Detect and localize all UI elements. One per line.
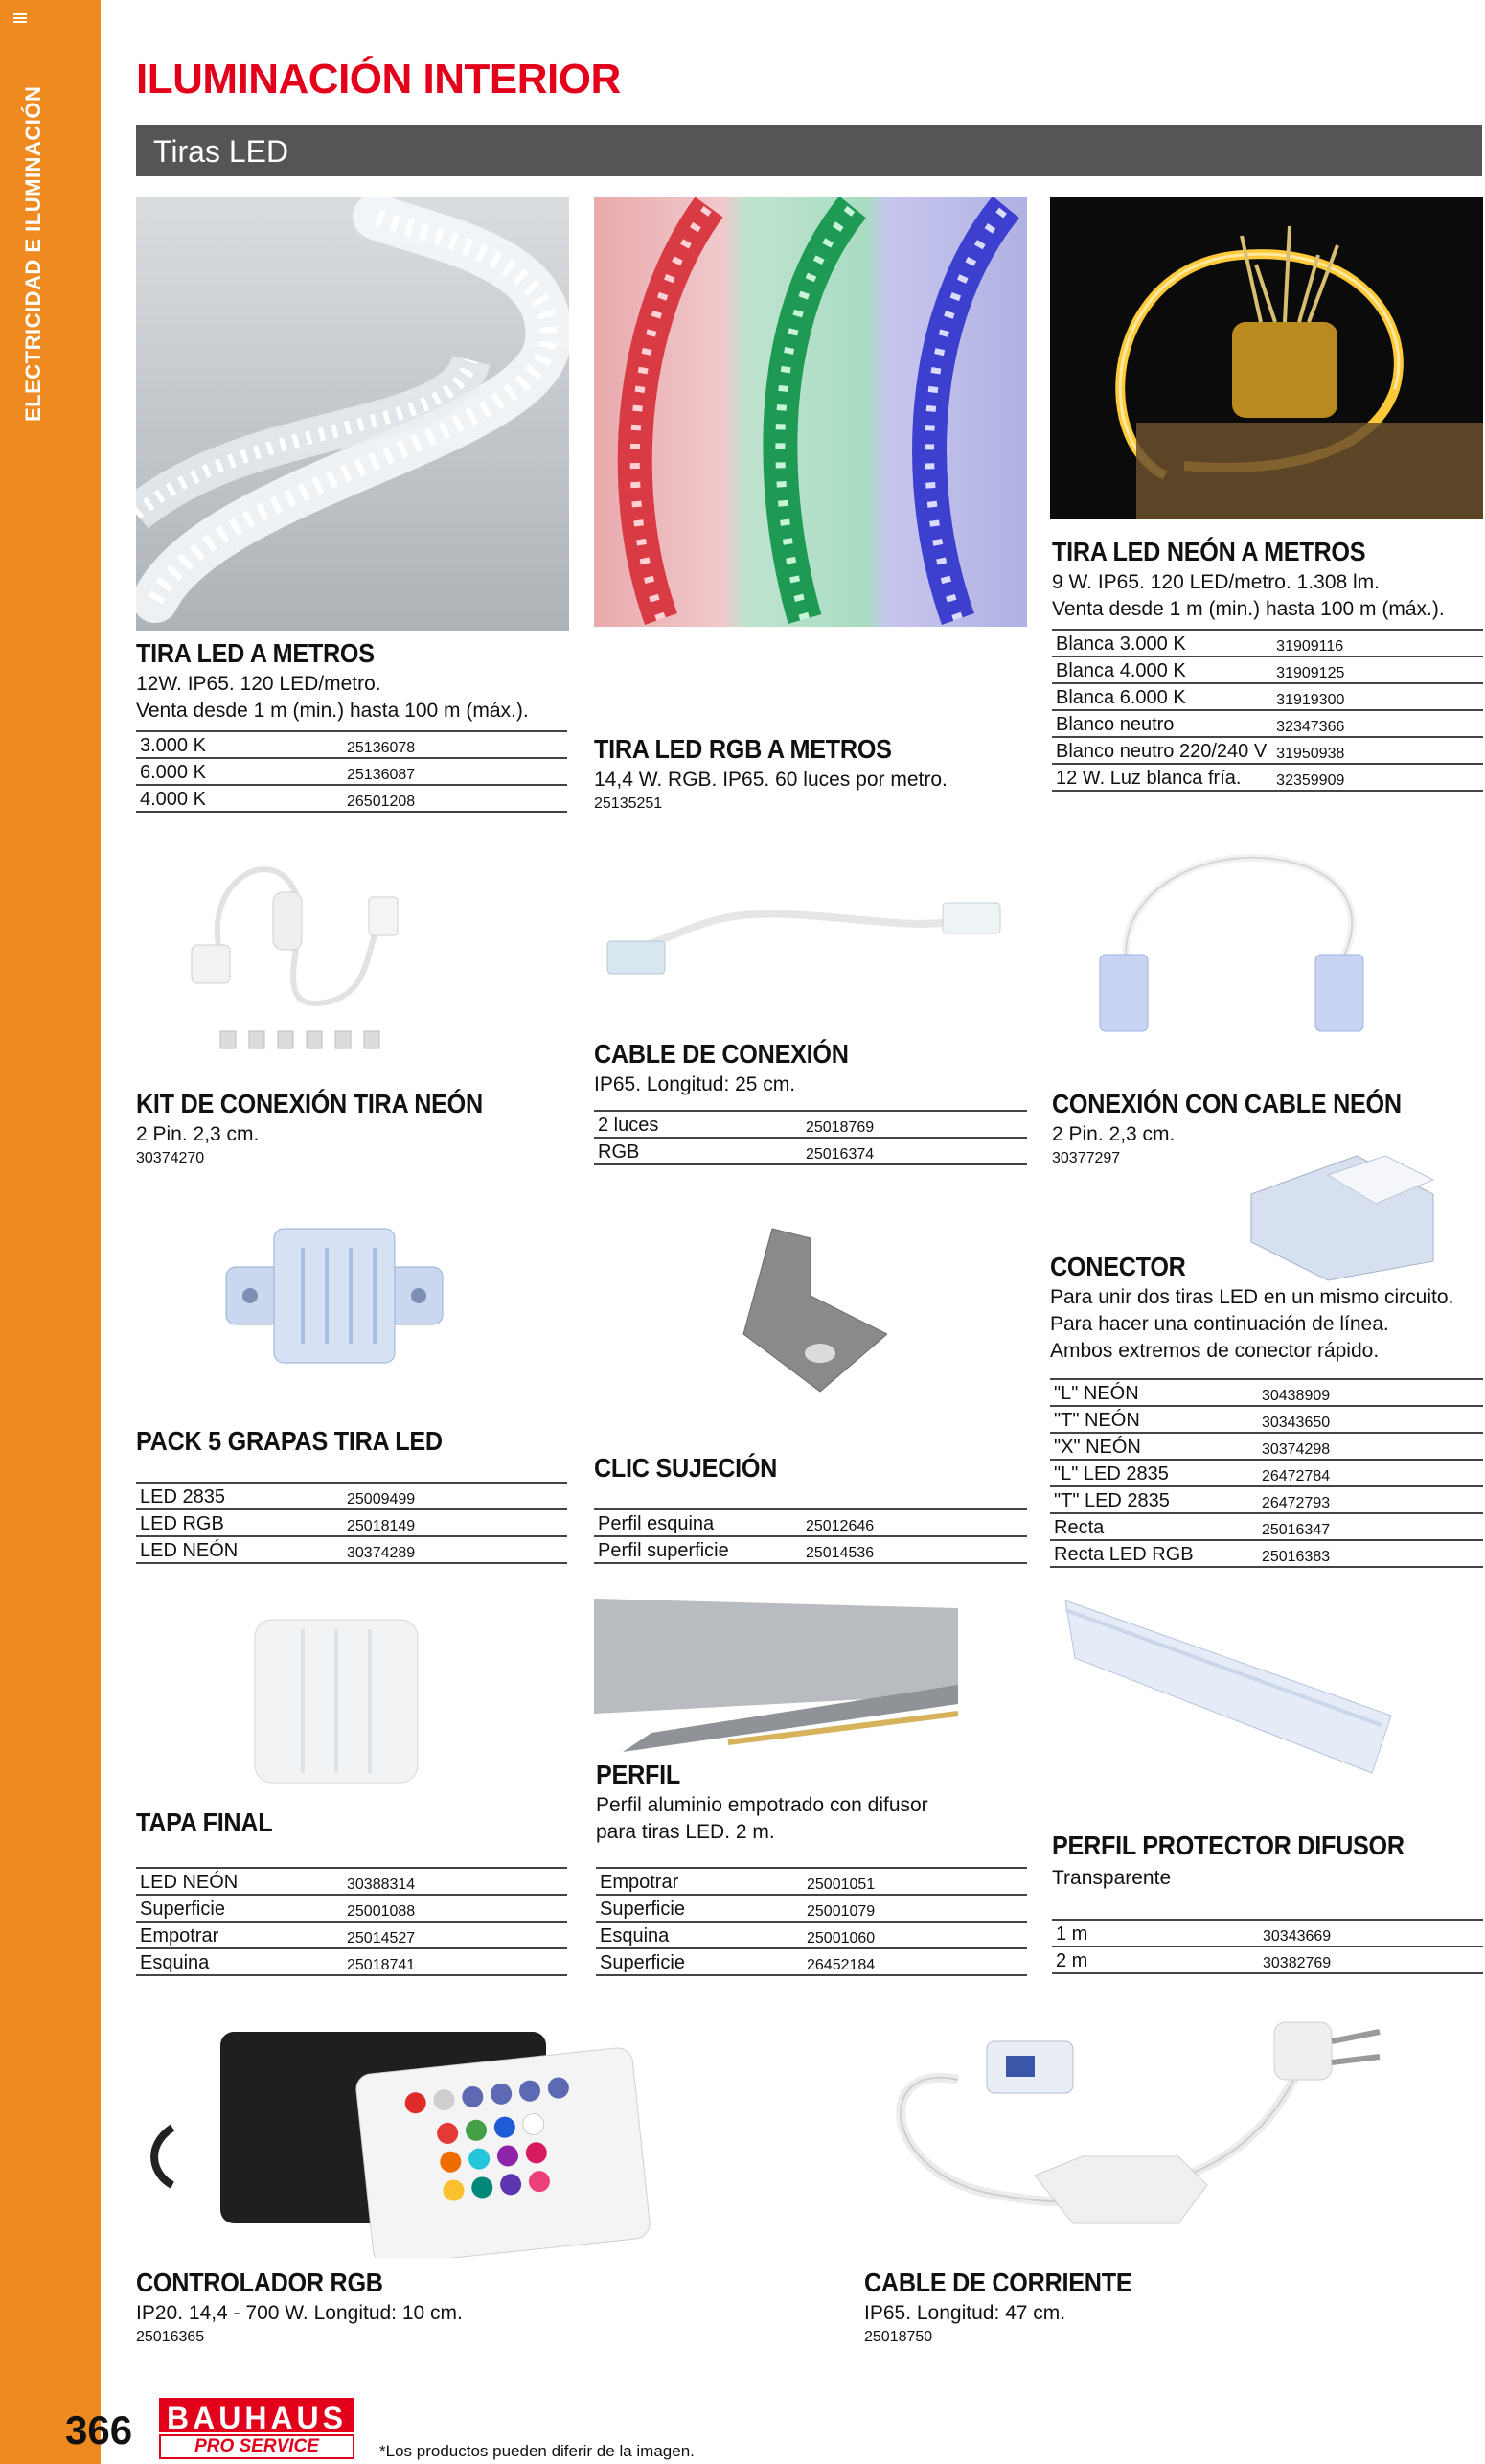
article-code: 30388314: [343, 1868, 567, 1895]
product-title-kit-neon: KIT DE CONEXIÓN TIRA NEÓN: [136, 1089, 483, 1118]
code-row: [1050, 1433, 1483, 1460]
variant-label: Superficie: [596, 1895, 803, 1922]
variant-label: RGB: [594, 1138, 802, 1164]
code-row: [136, 1509, 567, 1536]
product-desc-controlador: IP20. 14,4 - 700 W. Longitud: 10 cm.: [136, 2302, 463, 2324]
product-desc-perfil-2: para tiras LED. 2 m.: [596, 1821, 775, 1843]
sidebar-band: [0, 0, 101, 2464]
code-row: [596, 1948, 1027, 1975]
article-code: 25018769: [802, 1111, 1027, 1138]
neon-strip-image: [1050, 197, 1483, 519]
variant-label: "L" NEÓN: [1050, 1379, 1258, 1406]
product-title-tira-neon: TIRA LED NEÓN A METROS: [1052, 537, 1366, 566]
article-code: 26501208: [343, 785, 567, 812]
product-code-tira-rgb: 25135251: [594, 795, 663, 812]
variant-label: Esquina: [596, 1922, 803, 1948]
article-code: 25018149: [343, 1509, 567, 1536]
code-row: [594, 1509, 1027, 1536]
product-desc-conector-3: Ambos extremos de conector rápido.: [1050, 1340, 1380, 1362]
cable-corriente-image: [862, 2003, 1399, 2258]
variant-label: Recta LED RGB: [1050, 1540, 1258, 1567]
product-desc-conector-2: Para hacer una continuación de línea.: [1050, 1313, 1389, 1335]
variant-label: Blanco neutro 220/240 V: [1052, 737, 1272, 764]
article-code: 25014536: [802, 1536, 1027, 1563]
article-code: 25001079: [803, 1895, 1027, 1922]
code-row: [136, 1868, 567, 1895]
code-row: [1050, 1379, 1483, 1406]
variant-label: "X" NEÓN: [1050, 1433, 1258, 1460]
section-title: Tiras LED: [153, 134, 289, 169]
code-table-conector: [1050, 1378, 1483, 1568]
code-table-perfil: [596, 1867, 1027, 1976]
clic-sujecion-image: [715, 1219, 887, 1411]
article-code: 25001060: [803, 1922, 1027, 1948]
variant-label: Blanco neutro: [1052, 710, 1272, 737]
perfil-image: [594, 1599, 958, 1771]
product-desc-conector-1: Para unir dos tiras LED en un mismo circuito.: [1050, 1286, 1454, 1308]
variant-label: LED NEÓN: [136, 1536, 343, 1563]
article-code: 25136087: [343, 758, 567, 785]
code-row: [1052, 764, 1483, 791]
code-table-tira-led: [136, 730, 567, 813]
code-row: [136, 1922, 567, 1948]
code-row: [1050, 1540, 1483, 1567]
variant-label: "L" LED 2835: [1050, 1460, 1258, 1486]
variant-label: Perfil esquina: [594, 1509, 802, 1536]
article-code: 25016347: [1258, 1513, 1483, 1540]
code-row: [136, 1536, 567, 1563]
article-code: 26472784: [1258, 1460, 1483, 1486]
code-row: [1052, 683, 1483, 710]
code-row: [1050, 1460, 1483, 1486]
bauhaus-logo: [159, 2398, 354, 2459]
code-row: [596, 1895, 1027, 1922]
product-desc-tira-neon-2: Venta desde 1 m (min.) hasta 100 m (máx.).: [1052, 598, 1445, 620]
variant-label: LED NEÓN: [136, 1868, 343, 1895]
product-title-cable-conexion: CABLE DE CONEXIÓN: [594, 1039, 849, 1069]
code-row: [594, 1111, 1027, 1138]
code-row: [136, 785, 567, 812]
code-row: [136, 758, 567, 785]
variant-label: LED 2835: [136, 1483, 343, 1509]
article-code: 25001088: [343, 1895, 567, 1922]
variant-label: 1 m: [1052, 1920, 1259, 1946]
article-code: 32359909: [1272, 764, 1483, 791]
variant-label: 2 luces: [594, 1111, 802, 1138]
variant-label: 4.000 K: [136, 785, 343, 812]
conector-image: [1242, 1137, 1452, 1290]
led-strip-white-image: [136, 197, 569, 631]
code-table-clic: [594, 1508, 1027, 1564]
product-desc-tira-led-2: Venta desde 1 m (min.) hasta 100 m (máx.).: [136, 700, 529, 722]
article-code: 25012646: [802, 1509, 1027, 1536]
variant-label: Superficie: [596, 1948, 803, 1975]
product-code-controlador: 25016365: [136, 2329, 205, 2345]
code-table-tapa: [136, 1867, 567, 1976]
kit-neon-image: [182, 840, 412, 1066]
grapas-image: [217, 1209, 452, 1378]
product-desc-perfil-1: Perfil aluminio empotrado con difusor: [596, 1794, 928, 1816]
variant-label: "T" LED 2835: [1050, 1486, 1258, 1513]
product-title-cable-corriente: CABLE DE CORRIENTE: [864, 2268, 1132, 2297]
variant-label: 12 W. Luz blanca fría.: [1052, 764, 1272, 791]
code-table-tira-neon: [1052, 629, 1483, 792]
article-code: 30374298: [1258, 1433, 1483, 1460]
variant-label: Esquina: [136, 1948, 343, 1975]
led-strip-rgb-image: [594, 197, 1027, 627]
article-code: 30438909: [1258, 1379, 1483, 1406]
product-title-perfil: PERFIL: [596, 1760, 680, 1789]
article-code: 30382769: [1259, 1946, 1483, 1973]
code-row: [1052, 656, 1483, 683]
code-row: [136, 731, 567, 758]
product-code-conexion-neon: 30377297: [1052, 1150, 1121, 1166]
variant-label: Superficie: [136, 1895, 343, 1922]
product-desc-conexion-neon: 2 Pin. 2,3 cm.: [1052, 1123, 1176, 1145]
controlador-rgb-image: [144, 2013, 651, 2258]
article-code: 31909125: [1272, 656, 1483, 683]
page-number: 366: [65, 2407, 133, 2452]
code-row: [136, 1895, 567, 1922]
article-code: 32347366: [1272, 710, 1483, 737]
variant-label: Perfil superficie: [594, 1536, 802, 1563]
article-code: 31919300: [1272, 683, 1483, 710]
variant-label: Empotrar: [596, 1868, 803, 1895]
article-code: 30374289: [343, 1536, 567, 1563]
product-code-kit-neon: 30374270: [136, 1150, 205, 1166]
brand-subline: PRO SERVICE: [159, 2434, 354, 2459]
variant-label: LED RGB: [136, 1509, 343, 1536]
article-code: 26452184: [803, 1948, 1027, 1975]
article-code: 26472793: [1258, 1486, 1483, 1513]
product-desc-tira-led-1: 12W. IP65. 120 LED/metro.: [136, 673, 381, 695]
conexion-neon-image: [1081, 840, 1397, 1047]
variant-label: Blanca 3.000 K: [1052, 630, 1272, 656]
product-title-conector: CONECTOR: [1050, 1252, 1186, 1281]
code-table-protector: [1052, 1919, 1483, 1974]
code-row: [1052, 1946, 1483, 1973]
article-code: 25014527: [343, 1922, 567, 1948]
product-desc-tira-rgb: 14,4 W. RGB. IP65. 60 luces por metro.: [594, 769, 948, 791]
variant-label: "T" NEÓN: [1050, 1406, 1258, 1433]
article-code: 25018741: [343, 1948, 567, 1975]
product-desc-tira-neon-1: 9 W. IP65. 120 LED/metro. 1.308 lm.: [1052, 571, 1380, 593]
footnote: *Los productos pueden diferir de la imagen.: [379, 2442, 695, 2460]
code-row: [1050, 1406, 1483, 1433]
brand-name: BAUHAUS: [159, 2398, 354, 2432]
product-desc-cable-corriente: IP65. Longitud: 47 cm.: [864, 2302, 1066, 2324]
variant-label: Blanca 4.000 K: [1052, 656, 1272, 683]
code-row: [594, 1536, 1027, 1563]
article-code: 25136078: [343, 731, 567, 758]
variant-label: Blanca 6.000 K: [1052, 683, 1272, 710]
product-title-tira-led: TIRA LED A METROS: [136, 638, 375, 668]
code-table-grapas: [136, 1482, 567, 1564]
perfil-protector-image: [1065, 1600, 1391, 1783]
cable-conexion-image: [598, 891, 1014, 997]
code-table-cable-conexion: [594, 1110, 1027, 1165]
product-desc-protector: Transparente: [1052, 1867, 1172, 1889]
variant-label: 2 m: [1052, 1946, 1259, 1973]
code-row: [1052, 1920, 1483, 1946]
page-title: ILUMINACIÓN INTERIOR: [136, 56, 621, 103]
article-code: 25001051: [803, 1868, 1027, 1895]
product-title-protector: PERFIL PROTECTOR DIFUSOR: [1052, 1831, 1405, 1860]
code-row: [136, 1483, 567, 1509]
article-code: 25016383: [1258, 1540, 1483, 1567]
code-row: [594, 1138, 1027, 1164]
variant-label: Empotrar: [136, 1922, 343, 1948]
product-title-clic: CLIC SUJECIÓN: [594, 1453, 778, 1483]
product-desc-kit-neon: 2 Pin. 2,3 cm.: [136, 1123, 260, 1145]
product-title-conexion-neon: CONEXIÓN CON CABLE NEÓN: [1052, 1089, 1402, 1118]
product-title-grapas: PACK 5 GRAPAS TIRA LED: [136, 1426, 443, 1456]
product-desc-cable-conexion: IP65. Longitud: 25 cm.: [594, 1073, 796, 1095]
menu-icon[interactable]: [13, 13, 27, 23]
sidebar-category-label: [21, 383, 59, 422]
code-row: [1052, 630, 1483, 656]
product-title-tira-rgb: TIRA LED RGB A METROS: [594, 734, 892, 764]
code-row: [596, 1868, 1027, 1895]
article-code: 30343669: [1259, 1920, 1483, 1946]
product-title-tapa: TAPA FINAL: [136, 1808, 273, 1837]
tapa-final-image: [245, 1610, 427, 1792]
product-title-controlador: CONTROLADOR RGB: [136, 2268, 383, 2297]
article-code: 31950938: [1272, 737, 1483, 764]
variant-label: Recta: [1050, 1513, 1258, 1540]
section-bar: [136, 125, 1482, 176]
product-code-cable-corriente: 25018750: [864, 2329, 933, 2345]
code-row: [1050, 1486, 1483, 1513]
variant-label: 6.000 K: [136, 758, 343, 785]
code-row: [1050, 1513, 1483, 1540]
article-code: 25016374: [802, 1138, 1027, 1164]
article-code: 30343650: [1258, 1406, 1483, 1433]
article-code: 31909116: [1272, 630, 1483, 656]
code-row: [596, 1922, 1027, 1948]
code-row: [136, 1948, 567, 1975]
article-code: 25009499: [343, 1483, 567, 1509]
code-row: [1052, 737, 1483, 764]
code-row: [1052, 710, 1483, 737]
variant-label: 3.000 K: [136, 731, 343, 758]
